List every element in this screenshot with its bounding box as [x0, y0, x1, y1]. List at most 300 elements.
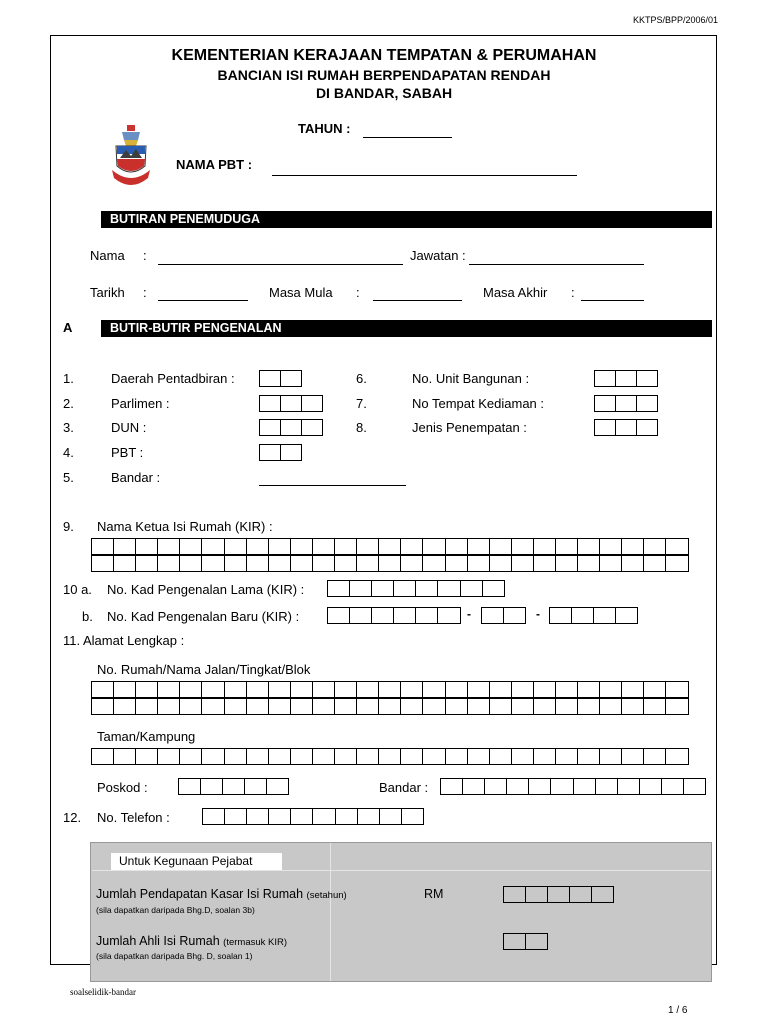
input-cell[interactable]: [617, 778, 640, 795]
section-title-a: BUTIR-BUTIR PENGENALAN: [110, 321, 282, 335]
input-cell[interactable]: [533, 681, 556, 698]
input-cell[interactable]: [594, 419, 616, 436]
income-label-small: (setahun): [306, 890, 347, 901]
input-cell[interactable]: [378, 681, 401, 698]
q10a-label: No. Kad Pengenalan Lama (KIR) :: [107, 582, 305, 597]
taman-boxes[interactable]: [91, 748, 689, 765]
input-cell[interactable]: [246, 698, 269, 715]
input-cell[interactable]: [201, 681, 224, 698]
input-cell[interactable]: [401, 808, 424, 825]
input-cell[interactable]: [224, 808, 247, 825]
office-use-title-box: [111, 853, 282, 870]
input-cell[interactable]: [379, 808, 402, 825]
street-boxes-row1[interactable]: [91, 681, 689, 698]
input-cell[interactable]: [555, 681, 578, 698]
item-number: 5.: [63, 470, 74, 485]
footer-filename: soalselidik-bandar: [70, 987, 136, 997]
pbt-boxes[interactable]: [259, 444, 302, 461]
input-cell[interactable]: [555, 555, 578, 572]
ic-baru-boxes-part1[interactable]: [327, 607, 461, 624]
input-cell[interactable]: [268, 538, 291, 555]
ic-dash: -: [467, 607, 471, 621]
input-cell[interactable]: [201, 555, 224, 572]
input-cell[interactable]: [378, 538, 401, 555]
input-cell[interactable]: [290, 808, 313, 825]
input-cell[interactable]: [224, 748, 247, 765]
input-cell[interactable]: [335, 808, 358, 825]
input-cell[interactable]: [179, 555, 202, 572]
tahun-label: TAHUN :: [298, 121, 351, 136]
item-number: 1.: [63, 371, 74, 386]
input-cell[interactable]: [400, 681, 423, 698]
input-cell[interactable]: [528, 778, 551, 795]
input-cell[interactable]: [415, 607, 438, 624]
input-cell[interactable]: [547, 886, 570, 903]
input-cell[interactable]: [179, 681, 202, 698]
q9-label: Nama Ketua Isi Rumah (KIR) :: [97, 519, 273, 534]
input-cell[interactable]: [224, 681, 247, 698]
kir-name-boxes-row1[interactable]: [91, 538, 689, 555]
input-cell[interactable]: [422, 681, 445, 698]
input-cell[interactable]: [462, 778, 485, 795]
jenis-penempatan-label: Jenis Penempatan :: [412, 420, 527, 435]
input-cell[interactable]: [400, 555, 423, 572]
input-cell[interactable]: [445, 748, 468, 765]
input-cell[interactable]: [643, 748, 666, 765]
input-cell[interactable]: [280, 370, 302, 387]
input-cell[interactable]: [484, 778, 507, 795]
input-cell[interactable]: [400, 698, 423, 715]
input-cell[interactable]: [179, 538, 202, 555]
tempat-kediaman-boxes[interactable]: [594, 395, 658, 412]
input-cell[interactable]: [178, 778, 201, 795]
jawatan-label: Jawatan :: [410, 248, 466, 263]
input-cell[interactable]: [91, 698, 114, 715]
input-cell[interactable]: [661, 778, 684, 795]
input-cell[interactable]: [665, 681, 688, 698]
input-cell[interactable]: [639, 778, 662, 795]
bandar-boxes[interactable]: [440, 778, 706, 795]
input-cell[interactable]: [349, 607, 372, 624]
input-cell[interactable]: [525, 933, 548, 950]
input-cell[interactable]: [135, 698, 158, 715]
input-cell[interactable]: [555, 538, 578, 555]
office-use-title: Untuk Kegunaan Pejabat: [119, 854, 253, 868]
input-cell[interactable]: [511, 681, 534, 698]
input-cell[interactable]: [327, 580, 350, 597]
input-cell[interactable]: [201, 748, 224, 765]
input-cell[interactable]: [599, 748, 622, 765]
input-cell[interactable]: [113, 681, 136, 698]
input-cell[interactable]: [525, 886, 548, 903]
input-cell[interactable]: [224, 698, 247, 715]
input-cell[interactable]: [224, 538, 247, 555]
input-cell[interactable]: [533, 555, 556, 572]
input-cell[interactable]: [533, 748, 556, 765]
input-cell[interactable]: [599, 681, 622, 698]
input-cell[interactable]: [643, 555, 666, 572]
input-cell[interactable]: [555, 698, 578, 715]
input-cell[interactable]: [621, 538, 644, 555]
tarikh-label: Tarikh: [90, 285, 125, 300]
input-cell[interactable]: [550, 778, 573, 795]
input-cell[interactable]: [615, 607, 638, 624]
input-cell[interactable]: [482, 580, 505, 597]
input-cell[interactable]: [91, 681, 114, 698]
input-cell[interactable]: [595, 778, 618, 795]
input-cell[interactable]: [636, 370, 658, 387]
input-cell[interactable]: [636, 395, 658, 412]
input-cell[interactable]: [157, 555, 180, 572]
input-cell[interactable]: [577, 538, 600, 555]
pbt-label: PBT :: [111, 445, 144, 460]
input-cell[interactable]: [312, 808, 335, 825]
input-cell[interactable]: [577, 748, 600, 765]
sabah-crest-icon: [108, 122, 154, 192]
input-cell[interactable]: [489, 681, 512, 698]
input-cell[interactable]: [665, 698, 688, 715]
input-cell[interactable]: [371, 607, 394, 624]
input-cell[interactable]: [244, 778, 267, 795]
street-boxes-row2[interactable]: [91, 698, 689, 715]
q10b-number: b.: [82, 609, 93, 624]
input-cell[interactable]: [460, 580, 483, 597]
input-cell[interactable]: [334, 698, 357, 715]
page-number: 1 / 6: [668, 1005, 688, 1016]
input-cell[interactable]: [222, 778, 245, 795]
input-cell[interactable]: [334, 748, 357, 765]
input-cell[interactable]: [334, 555, 357, 572]
input-cell[interactable]: [683, 778, 706, 795]
input-cell[interactable]: [327, 607, 350, 624]
input-cell[interactable]: [113, 555, 136, 572]
currency-label: RM: [424, 887, 444, 901]
section-bar-a: [101, 320, 712, 337]
input-cell[interactable]: [202, 808, 225, 825]
input-cell[interactable]: [334, 681, 357, 698]
input-cell[interactable]: [615, 419, 637, 436]
input-cell[interactable]: [594, 395, 616, 412]
input-cell[interactable]: [577, 698, 600, 715]
dun-label: DUN :: [111, 420, 147, 435]
input-cell[interactable]: [280, 395, 302, 412]
input-cell[interactable]: [266, 778, 289, 795]
dun-boxes[interactable]: [259, 419, 323, 436]
input-cell[interactable]: [511, 748, 534, 765]
input-cell[interactable]: [621, 698, 644, 715]
input-cell[interactable]: [91, 555, 114, 572]
input-cell[interactable]: [437, 580, 460, 597]
input-cell[interactable]: [533, 698, 556, 715]
input-cell[interactable]: [378, 555, 401, 572]
bandar-field[interactable]: [259, 485, 406, 486]
input-cell[interactable]: [445, 681, 468, 698]
taman-label: Taman/Kampung: [97, 729, 196, 744]
section-title-penemuduga: BUTIRAN PENEMUDUGA: [110, 212, 260, 226]
masa-akhir-field[interactable]: [581, 300, 644, 301]
input-cell[interactable]: [503, 933, 526, 950]
jenis-penempatan-boxes[interactable]: [594, 419, 658, 436]
input-cell[interactable]: [422, 538, 445, 555]
input-cell[interactable]: [290, 748, 313, 765]
input-cell[interactable]: [577, 555, 600, 572]
input-cell[interactable]: [393, 607, 416, 624]
input-cell[interactable]: [179, 698, 202, 715]
tempat-kediaman-label: No Tempat Kediaman :: [412, 396, 544, 411]
input-cell[interactable]: [349, 580, 372, 597]
input-cell[interactable]: [259, 419, 281, 436]
daerah-boxes[interactable]: [259, 370, 302, 387]
office-panel-divider: [330, 843, 331, 981]
masa-mula-field[interactable]: [373, 300, 462, 301]
nama-colon: :: [143, 248, 147, 263]
input-cell[interactable]: [157, 681, 180, 698]
ic-baru-boxes-part2[interactable]: [481, 607, 526, 624]
input-cell[interactable]: [503, 607, 526, 624]
input-cell[interactable]: [280, 419, 302, 436]
members-boxes[interactable]: [503, 933, 548, 950]
input-cell[interactable]: [356, 681, 379, 698]
input-cell[interactable]: [573, 778, 596, 795]
office-panel-rule: [92, 870, 711, 871]
input-cell[interactable]: [599, 538, 622, 555]
input-cell[interactable]: [268, 808, 291, 825]
masa-mula-colon: :: [356, 285, 360, 300]
item-number: 3.: [63, 420, 74, 435]
input-cell[interactable]: [290, 681, 313, 698]
input-cell[interactable]: [445, 555, 468, 572]
input-cell[interactable]: [356, 538, 379, 555]
input-cell[interactable]: [268, 681, 291, 698]
input-cell[interactable]: [312, 748, 335, 765]
input-cell[interactable]: [157, 538, 180, 555]
input-cell[interactable]: [467, 698, 490, 715]
input-cell[interactable]: [621, 681, 644, 698]
income-note: (sila dapatkan daripada Bhg.D, soalan 3b): [96, 905, 255, 915]
input-cell[interactable]: [301, 395, 323, 412]
ic-lama-boxes[interactable]: [327, 580, 505, 597]
ministry-title: KEMENTERIAN KERAJAAN TEMPATAN & PERUMAHAN: [171, 47, 597, 64]
unit-bangunan-boxes[interactable]: [594, 370, 658, 387]
input-cell[interactable]: [665, 748, 688, 765]
input-cell[interactable]: [113, 698, 136, 715]
input-cell[interactable]: [437, 607, 460, 624]
input-cell[interactable]: [312, 698, 335, 715]
input-cell[interactable]: [259, 370, 281, 387]
input-cell[interactable]: [268, 748, 291, 765]
q12-label: No. Telefon :: [97, 810, 170, 825]
input-cell[interactable]: [378, 748, 401, 765]
poskod-boxes[interactable]: [178, 778, 289, 795]
tarikh-field[interactable]: [158, 300, 248, 301]
input-cell[interactable]: [511, 698, 534, 715]
input-cell[interactable]: [312, 555, 335, 572]
input-cell[interactable]: [569, 886, 592, 903]
input-cell[interactable]: [356, 698, 379, 715]
input-cell[interactable]: [643, 698, 666, 715]
input-cell[interactable]: [440, 778, 463, 795]
section-letter-a: A: [63, 320, 73, 335]
item-number: 7.: [356, 396, 367, 411]
members-note: (sila dapatkan daripada Bhg. D, soalan 1): [96, 951, 253, 961]
input-cell[interactable]: [201, 538, 224, 555]
q10a-number: 10 a.: [63, 582, 92, 597]
input-cell[interactable]: [445, 538, 468, 555]
input-cell[interactable]: [643, 681, 666, 698]
bandar-address-label: Bandar :: [379, 780, 429, 795]
ic-dash: -: [536, 607, 540, 621]
input-cell[interactable]: [371, 580, 394, 597]
input-cell[interactable]: [665, 538, 688, 555]
input-cell[interactable]: [599, 698, 622, 715]
q12-number: 12.: [63, 810, 82, 825]
input-cell[interactable]: [246, 538, 269, 555]
input-cell[interactable]: [259, 444, 281, 461]
section-bar-penemuduga: [101, 211, 712, 228]
input-cell[interactable]: [246, 748, 269, 765]
input-cell[interactable]: [467, 748, 490, 765]
tahun-field[interactable]: [363, 137, 452, 138]
input-cell[interactable]: [665, 555, 688, 572]
input-cell[interactable]: [290, 538, 313, 555]
input-cell[interactable]: [157, 748, 180, 765]
input-cell[interactable]: [378, 698, 401, 715]
input-cell[interactable]: [113, 748, 136, 765]
input-cell[interactable]: [91, 748, 114, 765]
input-cell[interactable]: [506, 778, 529, 795]
income-label-text: Jumlah Pendapatan Kasar Isi Rumah: [96, 887, 304, 901]
survey-location: DI BANDAR, SABAH: [315, 85, 453, 101]
members-label-small: (termasuk KIR): [223, 937, 288, 948]
input-cell[interactable]: [246, 808, 269, 825]
input-cell[interactable]: [135, 748, 158, 765]
parlimen-boxes[interactable]: [259, 395, 323, 412]
input-cell[interactable]: [157, 698, 180, 715]
street-label: No. Rumah/Nama Jalan/Tingkat/Blok: [97, 662, 311, 677]
income-boxes[interactable]: [503, 886, 614, 903]
input-cell[interactable]: [615, 395, 637, 412]
input-cell[interactable]: [312, 538, 335, 555]
q9-number: 9.: [63, 519, 74, 534]
input-cell[interactable]: [135, 555, 158, 572]
kir-name-boxes-row2[interactable]: [91, 555, 689, 572]
input-cell[interactable]: [290, 555, 313, 572]
input-cell[interactable]: [577, 681, 600, 698]
input-cell[interactable]: [224, 555, 247, 572]
poskod-label: Poskod :: [97, 780, 148, 795]
input-cell[interactable]: [599, 555, 622, 572]
input-cell[interactable]: [481, 607, 504, 624]
input-cell[interactable]: [643, 538, 666, 555]
bandar-label: Bandar :: [111, 470, 161, 485]
members-label: [96, 934, 287, 948]
input-cell[interactable]: [259, 395, 281, 412]
input-cell[interactable]: [503, 886, 526, 903]
unit-bangunan-label: No. Unit Bangunan :: [412, 371, 530, 386]
input-cell[interactable]: [91, 538, 114, 555]
survey-title: BANCIAN ISI RUMAH BERPENDAPATAN RENDAH: [217, 67, 551, 83]
input-cell[interactable]: [268, 698, 291, 715]
input-cell[interactable]: [621, 555, 644, 572]
input-cell[interactable]: [445, 698, 468, 715]
input-cell[interactable]: [356, 555, 379, 572]
input-cell[interactable]: [400, 748, 423, 765]
input-cell[interactable]: [246, 555, 269, 572]
input-cell[interactable]: [334, 538, 357, 555]
nama-pbt-label: NAMA PBT :: [176, 157, 253, 172]
daerah-label: Daerah Pentadbiran :: [111, 371, 235, 386]
input-cell[interactable]: [415, 580, 438, 597]
input-cell[interactable]: [571, 607, 594, 624]
input-cell[interactable]: [357, 808, 380, 825]
input-cell[interactable]: [467, 538, 490, 555]
input-cell[interactable]: [135, 681, 158, 698]
input-cell[interactable]: [636, 419, 658, 436]
item-number: 6.: [356, 371, 367, 386]
input-cell[interactable]: [533, 538, 556, 555]
members-label-text: Jumlah Ahli Isi Rumah: [96, 934, 220, 948]
nama-label: Nama: [90, 248, 125, 263]
q11-label: 11. Alamat Lengkap :: [63, 633, 185, 648]
masa-akhir-label: Masa Akhir: [483, 285, 548, 300]
input-cell[interactable]: [312, 681, 335, 698]
masa-akhir-colon: :: [571, 285, 575, 300]
input-cell[interactable]: [179, 748, 202, 765]
input-cell[interactable]: [489, 538, 512, 555]
nama-pbt-field[interactable]: [272, 175, 577, 176]
input-cell[interactable]: [268, 555, 291, 572]
input-cell[interactable]: [200, 778, 223, 795]
input-cell[interactable]: [290, 698, 313, 715]
input-cell[interactable]: [467, 681, 490, 698]
q10b-label: No. Kad Pengenalan Baru (KIR) :: [107, 609, 300, 624]
input-cell[interactable]: [301, 419, 323, 436]
input-cell[interactable]: [280, 444, 302, 461]
nama-field[interactable]: [158, 264, 403, 265]
input-cell[interactable]: [489, 748, 512, 765]
income-label: [96, 887, 347, 901]
input-cell[interactable]: [549, 607, 572, 624]
input-cell[interactable]: [511, 538, 534, 555]
input-cell[interactable]: [593, 607, 616, 624]
input-cell[interactable]: [594, 370, 616, 387]
input-cell[interactable]: [422, 748, 445, 765]
input-cell[interactable]: [511, 555, 534, 572]
input-cell[interactable]: [135, 538, 158, 555]
input-cell[interactable]: [467, 555, 490, 572]
ic-baru-boxes-part3[interactable]: [549, 607, 638, 624]
input-cell[interactable]: [489, 555, 512, 572]
input-cell[interactable]: [621, 748, 644, 765]
tarikh-colon: :: [143, 285, 147, 300]
input-cell[interactable]: [555, 748, 578, 765]
input-cell[interactable]: [615, 370, 637, 387]
input-cell[interactable]: [422, 555, 445, 572]
input-cell[interactable]: [422, 698, 445, 715]
input-cell[interactable]: [591, 886, 614, 903]
input-cell[interactable]: [393, 580, 416, 597]
input-cell[interactable]: [201, 698, 224, 715]
jawatan-field[interactable]: [469, 264, 644, 265]
document-code: KKTPS/BPP/2006/01: [632, 15, 718, 25]
input-cell[interactable]: [356, 748, 379, 765]
input-cell[interactable]: [113, 538, 136, 555]
item-number: 8.: [356, 420, 367, 435]
input-cell[interactable]: [246, 681, 269, 698]
input-cell[interactable]: [489, 698, 512, 715]
telefon-boxes[interactable]: [202, 808, 424, 825]
input-cell[interactable]: [400, 538, 423, 555]
